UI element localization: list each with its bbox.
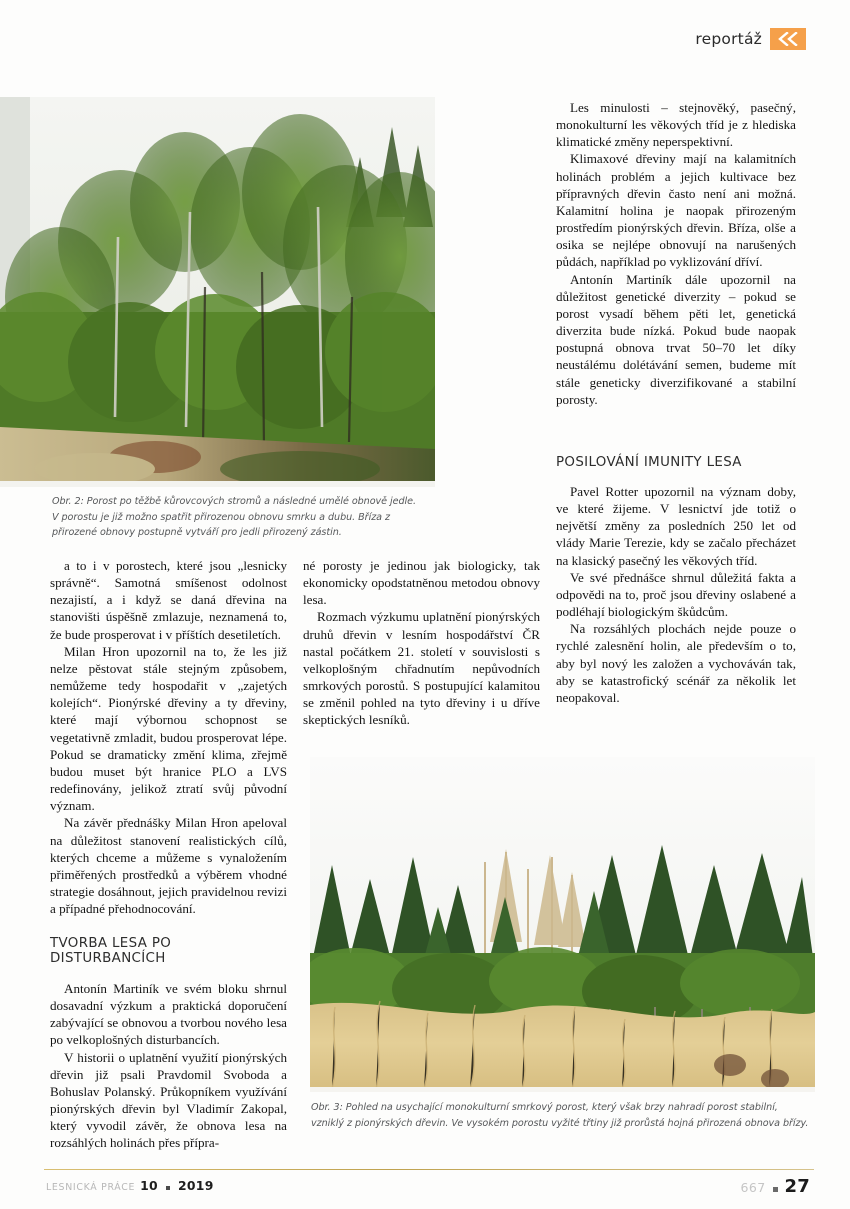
paragraph: Pavel Rotter upozornil na význam doby, ve které žijeme. V lesnictví jde totiž o největší změny za posledních 250 let od vlády Marie Terezie, kdy se začalo přecházet na klasický pasečný les věkových tříd. bbox=[556, 484, 796, 568]
body-column-right-top bbox=[556, 99, 796, 408]
body-column-left bbox=[50, 557, 287, 917]
page-number: 27 bbox=[784, 1176, 810, 1197]
paragraph: Ve své přednášce shrnul důležitá fakta a odpovědi na to, proč jsou dřeviny oslabené a podléhají biologickým škůdcům. bbox=[556, 569, 796, 620]
paragraph: Antonín Martiník ve svém bloku shrnul dosavadní výzkum a praktická doporučení zabývající se obnovou a tvorbou nového lesa po velkoplošných disturbancích. bbox=[50, 981, 287, 1048]
paragraph: Les minulosti – stejnověký, pasečný, monokulturní les věkových tříd je z hlediska klimatické změny neperspektivní. bbox=[556, 100, 796, 150]
footer-issue-number: 10 bbox=[140, 1178, 158, 1193]
running-head bbox=[695, 28, 806, 50]
figure-image-obr-3 bbox=[310, 757, 815, 1092]
footer-journal-name: LESNICKÁ PRÁCE bbox=[46, 1182, 136, 1193]
section-heading-posilovani-imunity: POSILOVÁNÍ IMUNITY LESA bbox=[556, 455, 742, 470]
figure-image-obr-2 bbox=[0, 97, 435, 487]
figure-caption-obr-3: Obr. 3: Pohled na usychající monokulturní smrkový porost, který však brzy nahradí porost stabilní, vzniklý z pionýrských dřevin. Ve vysokém porostu vyžité třtiny již prorůstá hojná přirozená obnova břízy. bbox=[311, 1102, 809, 1129]
square-separator-icon bbox=[166, 1186, 170, 1190]
footer-folio-number: 667 bbox=[740, 1180, 766, 1195]
paragraph: V historii o uplatnění využití pionýrských dřevin již psali Pravdomil Svoboda a Bohuslav Polanský. Průkopníkem využívání pionýrských dřevin byl Vladimír Zakopal, který vyvodil závěr, že obnova lesa na rozsáhlých holinách přes přípra- bbox=[50, 1049, 287, 1151]
section-heading-tvorba-lesa: TVORBA LESA PO DISTURBANCÍCH bbox=[50, 936, 172, 966]
paragraph: Milan Hron upozornil na to, že les již nelze pěstovat stále stejným způsobem, nemůžeme tedy hospodařit v „zajetých kolejích“. Pionýrské dřeviny a ty dřeviny, které mají výbornou schopnost se vegetativně zmladit, budou prosperovat lépe. Pokud se dramaticky změní klima, zřejmě budou muset být hranice PLO a LVS redefinovány, jelikož ztratí svůj původní význam. bbox=[50, 643, 287, 814]
footer-year: 2019 bbox=[177, 1178, 214, 1193]
paragraph: Klimaxové dřeviny mají na kalamitních holinách problém a jejich kultivace bez přípravných dřevin často není ani možná. Kalamitní holina je naopak přirozeným prostředím pionýrských dřevin. Bříza, olše a osika se nejlépe obnovují na narušených půdách, například po vyklizování dříví. bbox=[556, 151, 796, 270]
paragraph: Rozmach výzkumu uplatnění pionýrských druhů dřevin v lesním hospodářství ČR nastal počátkem 21. století v souvislosti s velkoplošným chřadnutím nepůvodních smrkových porostů. S postupující kalamitou se změnil pohled na tyto dřeviny i u dříve skeptických lesníků. bbox=[303, 609, 540, 728]
paragraph: né porosty je jedinou jak biologicky, tak ekonomicky opodstatněnou metodou obnovy lesa. bbox=[303, 558, 540, 608]
paragraph: Na závěr přednášky Milan Hron apeloval na důležitost stanovení realistických cílů, kterých chceme a můžeme s vynaložením přiměřených prostředků a výběrem vhodné strategie dosáhnout, jejich pravidelnou revizi a případné přehodnocování. bbox=[50, 815, 287, 917]
double-chevron-left-icon bbox=[770, 28, 806, 50]
paragraph: Antonín Martiník dále upozornil na důležitost genetické diverzity – pokud se porost vysadí během pěti let, genetická diverzita bude nízká. Pokud bude naopak postupná obnova trvat 50–70 let díky neustálému dolétávání semen, budeme mít stále geneticky diverzifikované a stabilní porosty. bbox=[556, 271, 796, 407]
body-column-left-lower bbox=[50, 980, 287, 1152]
square-separator-icon bbox=[773, 1187, 778, 1192]
paragraph: a to i v porostech, které jsou „lesnicky správně“. Samotná smíšenost odolnost nezajistí, a i když se daná dřevina na stanovišti úspěšně zmlazuje, neznamená to, že bude prosperovat i v příštích desetiletích. bbox=[50, 558, 287, 642]
body-column-middle bbox=[303, 557, 540, 729]
footer-journal-info bbox=[46, 1178, 214, 1193]
figure-caption-obr-2: Obr. 2: Porost po těžbě kůrovcových stromů a následné umělé obnově jedle. V porostu je již možno spatřit přirozenou obnovu smrku a dubu. Bříza z přirozené obnovy postupně vytváří pro jedli přirozený zástin. bbox=[52, 496, 416, 539]
paragraph: Na rozsáhlých plochách nejde pouze o rychlé zalesnění holin, ale především o to, aby byl nový les založen a vychováván tak, aby se katastrofický scénář za několik let neopakoval. bbox=[556, 621, 796, 705]
running-head-label: reportáž bbox=[695, 30, 762, 48]
footer-divider bbox=[44, 1169, 814, 1170]
footer-page-info bbox=[740, 1176, 810, 1197]
body-column-right-bottom bbox=[556, 483, 796, 706]
